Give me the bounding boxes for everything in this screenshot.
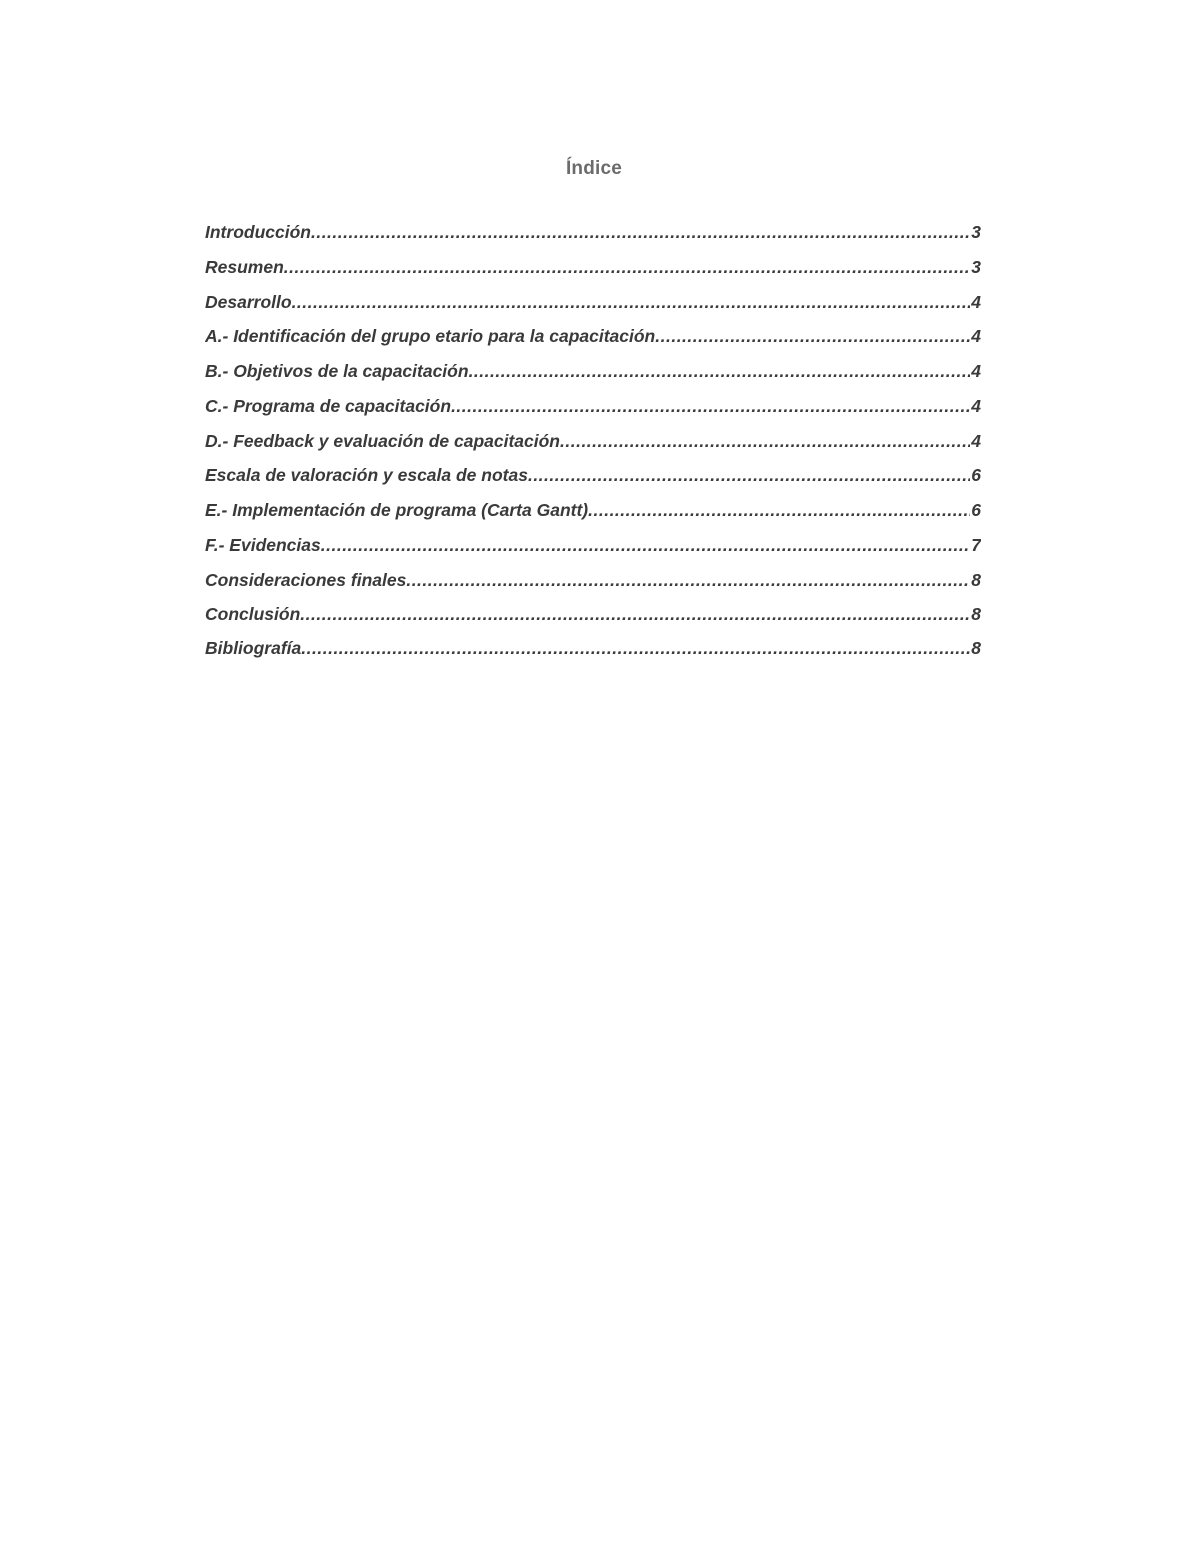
toc-entry-label: Bibliografía <box>205 638 302 658</box>
toc-entry-label: C.- Programa de capacitación <box>205 396 452 416</box>
toc-entry-page: 4 <box>971 361 981 381</box>
toc-leader-dots <box>560 431 970 452</box>
toc-entry-label: B.- Objetivos de la capacitación <box>205 361 469 381</box>
toc-entry-page: 3 <box>971 222 981 242</box>
toc-leader-dots <box>300 604 970 625</box>
page-title: Índice <box>565 158 623 179</box>
toc-entry-label: Conclusión <box>205 604 301 624</box>
toc-entry-page: 6 <box>971 500 981 520</box>
toc-leader-dots <box>451 396 970 417</box>
toc-leader-dots <box>321 535 971 556</box>
toc-entry-label: Escala de valoración y escala de notas <box>205 465 528 485</box>
toc-entry-page: 7 <box>971 535 981 555</box>
toc-entry-label: F.- Evidencias <box>205 535 321 555</box>
toc-entry-label: Resumen <box>205 257 284 277</box>
toc-entry-introduccion[interactable] <box>205 222 981 248</box>
toc-entry-desarrollo[interactable] <box>205 292 981 318</box>
toc-entry-a-identificacion[interactable] <box>205 326 981 352</box>
toc-entry-bibliografia[interactable] <box>205 638 981 664</box>
toc-entry-conclusion[interactable] <box>205 604 981 630</box>
toc-entry-label: Desarrollo <box>205 292 292 312</box>
toc-leader-dots <box>528 465 970 486</box>
toc-entry-label: A.- Identificación del grupo etario para la capacitación <box>205 326 656 346</box>
toc-entry-label: Consideraciones finales <box>205 570 407 590</box>
toc-entry-page: 4 <box>971 431 981 451</box>
toc-entry-page: 6 <box>971 465 981 485</box>
toc-entry-consideraciones[interactable] <box>205 570 981 596</box>
toc-leader-dots <box>469 361 971 382</box>
toc-entry-page: 4 <box>971 396 981 416</box>
toc-entry-page: 8 <box>971 638 981 658</box>
toc-entry-label: E.- Implementación de programa (Carta Gantt) <box>205 500 589 520</box>
toc-entry-c-programa[interactable] <box>205 396 981 422</box>
toc-entry-label: Introducción <box>205 222 311 242</box>
toc-leader-dots <box>301 638 970 659</box>
toc-entry-page: 8 <box>971 570 981 590</box>
toc-entry-d-feedback[interactable] <box>205 431 981 457</box>
toc-leader-dots <box>284 257 970 278</box>
toc-leader-dots <box>655 326 970 347</box>
toc-leader-dots <box>292 292 971 313</box>
toc-entry-f-evidencias[interactable] <box>205 535 981 561</box>
toc-entry-e-implementacion[interactable] <box>205 500 981 526</box>
toc-leader-dots <box>406 570 970 591</box>
toc-entry-page: 8 <box>971 604 981 624</box>
toc-entry-page: 4 <box>971 326 981 346</box>
toc-entry-escala[interactable] <box>205 465 981 491</box>
toc-entry-page: 3 <box>971 257 981 277</box>
toc-entry-resumen[interactable] <box>205 257 981 283</box>
toc-entry-b-objetivos[interactable] <box>205 361 981 387</box>
toc-leader-dots <box>311 222 970 243</box>
toc-leader-dots <box>588 500 970 521</box>
toc-entry-page: 4 <box>971 292 981 312</box>
toc-entry-label: D.- Feedback y evaluación de capacitación <box>205 431 560 451</box>
